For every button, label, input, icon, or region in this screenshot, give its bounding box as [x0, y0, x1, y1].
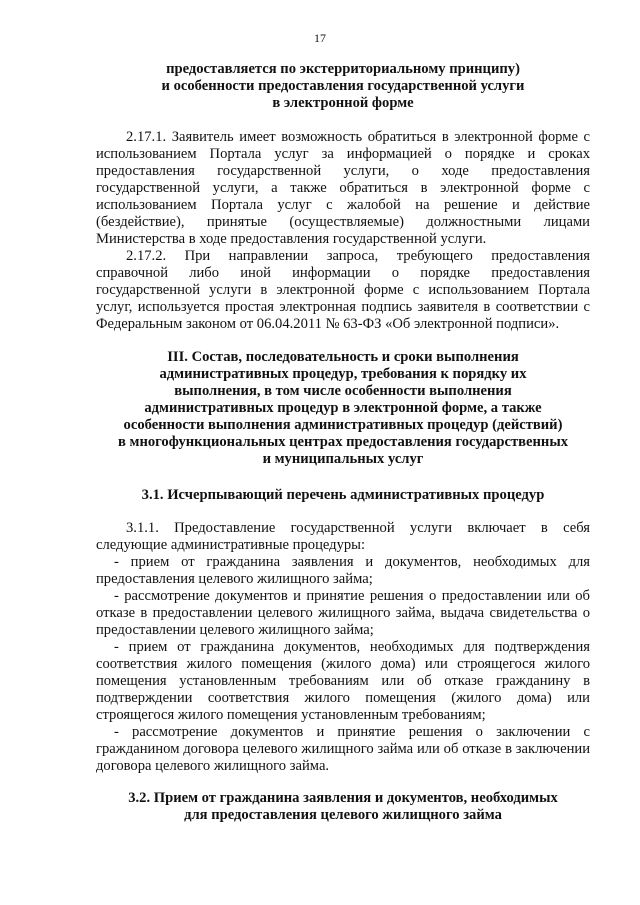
section-3-heading-line: выполнения, в том числе особенности выполнения [174, 383, 512, 399]
top-heading-line: и особенности предоставления государственной услуги [161, 78, 525, 94]
top-heading [96, 61, 590, 112]
list-item: - рассмотрение документов и принятие решения о предоставлении или об отказе в предоставлении целевого жилищного займа, выдача свидетельства о предоставлении целевого жилищного займа; [96, 588, 590, 638]
subsection-3-2-heading-line: для предоставления целевого жилищного займа [184, 807, 502, 823]
section-3-1-body [96, 520, 590, 775]
section-3-heading-line: особенности выполнения административных процедур (действий) [123, 417, 563, 433]
section-3-heading-line: и муниципальных услуг [262, 451, 424, 467]
subsection-3-2-heading-line: 3.2. Прием от гражданина заявления и документов, необходимых [128, 790, 558, 806]
top-heading-line: в электронной форме [272, 95, 414, 111]
section-3-heading-line: в многофункциональных центрах предоставления государственных [117, 434, 569, 450]
subsection-3-1-heading: 3.1. Исчерпывающий перечень административных процедур [141, 487, 545, 503]
paragraph-2-17-2: 2.17.2. При направлении запроса, требующего предоставления справочной либо иной информации о порядке предоставления государственной услуги в электронной форме с использованием Портала услуг, используется простая электронная подпись заявителя в соответствии с Федеральным законом от 06.04.2011 № 63-ФЗ «Об электронной подписи». [96, 248, 590, 332]
section-3-heading-line: III. Состав, последовательность и сроки выполнения [167, 349, 519, 365]
paragraph-2-17-1: 2.17.1. Заявитель имеет возможность обратиться в электронной форме с использованием Портала услуг за информацией о порядке и сроках предоставления государственной услуги, о ходе предоставления государственной услуги, а также обратиться в электронной форме с использованием Портала услуг с жалобой на решение и действие (бездействие), принятые (осуществляемые) должностными лицами Министерства в ходе предоставления государственной услуги. [96, 129, 590, 247]
section-3-heading [96, 349, 590, 468]
list-item: - прием от гражданина документов, необходимых для подтверждения соответствия жилого помещения (жилого дома) или строящегося жилого помещения установленным требованиям или об отказе гражданину в подтверждении соответствия жилого помещения (жилого дома) или строящегося жилого помещения установленным требованиям; [96, 639, 590, 723]
paragraph-3-1-1: 3.1.1. Предоставление государственной услуги включает в себя следующие административные процедуры: [96, 520, 590, 553]
page-number: 17 [314, 31, 326, 45]
subsection-3-2-heading [96, 790, 590, 824]
list-item: - прием от гражданина заявления и документов, необходимых для предоставления целевого жилищного займа; [96, 554, 590, 587]
list-item: - рассмотрение документов и принятие решения о заключении с гражданином договора целевого жилищного займа или об отказе в заключении договора целевого жилищного займа. [96, 724, 590, 774]
section-3-heading-line: административных процедур в электронной форме, а также [144, 400, 542, 416]
top-heading-line: предоставляется по экстерриториальному принципу) [166, 61, 520, 77]
section-2-17-body [96, 129, 590, 333]
section-3-heading-line: административных процедур, требования к порядку их [159, 366, 527, 382]
